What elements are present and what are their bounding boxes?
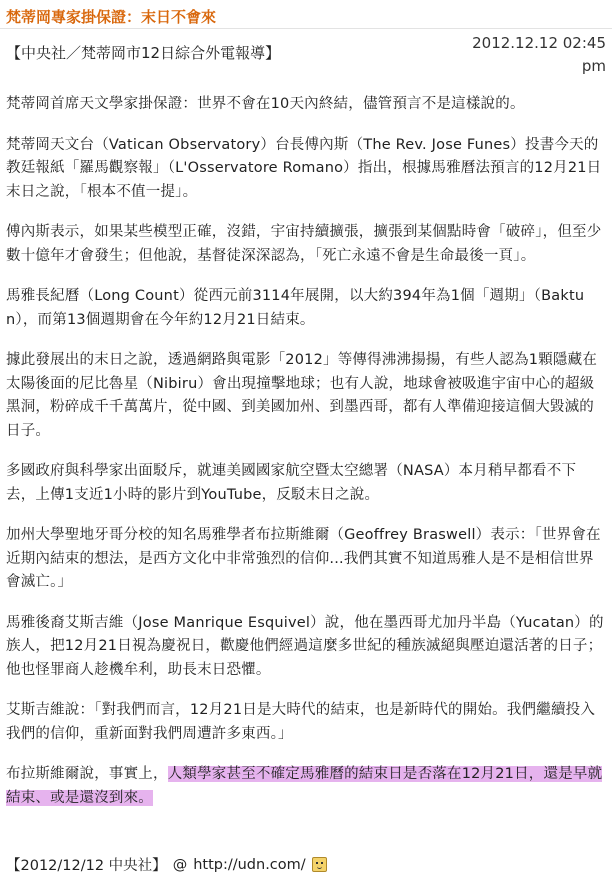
article-body — [6, 93, 604, 827]
paragraph-1: 梵蒂岡首席天文學家掛保證：世界不會在10天內終結，儘管預言不是這樣說的。 — [6, 96, 525, 112]
paragraph-9: 艾斯吉維說：「對我們而言，12月21日是大時代的結束，也是新時代的開始。我們繼續投入我們的信仰，重新面對我們周遭許多東西。」 — [6, 702, 596, 742]
paragraph-3: 傅內斯表示，如果某些模型正確，沒錯，宇宙持續擴張，擴張到某個點時會「破碎」，但至少數十億年才會發生；但他說，基督徒深深認為，「死亡永遠不會是生命最後一頁」。 — [6, 224, 602, 264]
footer — [6, 854, 327, 875]
paragraph-8: 馬雅後裔艾斯吉維（Jose Manrique Esquivel）說，他在墨西哥尤加丹半島（Yucatan）的族人，把12月21日視為慶祝日，歡慶他們經過這麼多世紀的種族滅絕與壓迫還活著的日子；他也怪罪商人趁機牟利，助長末日恐懼。 — [6, 614, 604, 678]
source-link[interactable]: http://udn.com/ — [193, 856, 306, 873]
paragraph-7: 加州大學聖地牙哥分校的知名馬雅學者布拉斯維爾（Geoffrey Braswell）表示：「世界會在近期內結束的想法，是西方文化中非常強烈的信仰...我們其實不知道馬雅人是不是相信世界會滅亡。」 — [6, 527, 601, 590]
footer-source: 【2012/12/12 中央社】 — [6, 858, 167, 874]
paragraph-6: 多國政府與科學家出面駁斥，就連美國國家航空暨太空總署（NASA）本月稍早都看不下去，上傳1支近1小時的影片到YouTube，反駁末日之說。 — [6, 463, 577, 503]
paragraph-4: 馬雅長紀曆（Long Count）從西元前3114年展開，以大約394年為1個「週期」（Baktun），而第13個週期會在今年約12月21日結束。 — [6, 288, 585, 328]
paragraph-2: 梵蒂岡天文台（Vatican Observatory）台長傅內斯（The Rev. Jose Funes）投書今天的教廷報紙「羅馬觀察報」（L'Osservatore Romano）指出，根據馬雅曆法預言的12月21日末日之說，「根本不值一提」。 — [6, 136, 602, 200]
paragraph-10-lead: 布拉斯維爾說，事實上， — [6, 766, 168, 782]
paragraph-5: 據此發展出的末日之說，透過網路與電影「2012」等傳得沸沸揚揚，有些人認為1顆隱藏在太陽後面的尼比魯星（Nibiru）會出現撞擊地球；也有人說，地球會被吸進宇宙中心的超級黑洞，粉碎成千千萬萬片，從中國、到美國加州、到墨西哥，都有人準備迎接這個大毀滅的日子。 — [6, 352, 598, 439]
highlighted-text: 人類學家甚至不確定馬雅曆的結束日是否落在12月21日，還是早就結束、或是還沒到來。 — [6, 766, 603, 806]
article-title: 梵蒂岡專家掛保證：末日不會來 — [6, 8, 217, 26]
title-bar — [0, 0, 612, 29]
paragraph-10 — [6, 763, 604, 810]
byline: 【中央社／梵蒂岡市12日綜合外電報導】 — [6, 44, 281, 62]
timestamp: 2012.12.12 02:45 pm — [472, 34, 606, 75]
footer-at: @ — [172, 856, 188, 873]
face-icon — [312, 857, 327, 872]
